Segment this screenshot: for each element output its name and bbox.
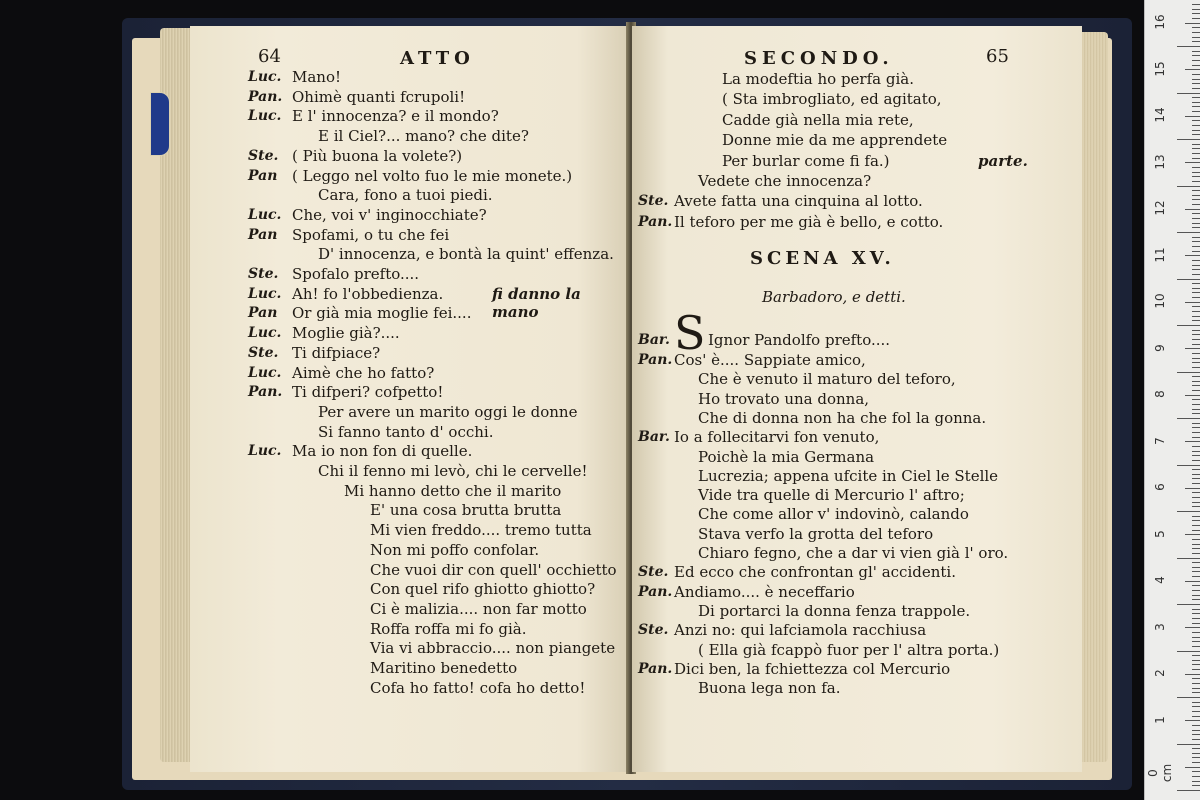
verse-line: Anzi no: qui lafciamola racchiusa (674, 621, 927, 640)
ruler-tick (1192, 339, 1200, 340)
ruler-tick (1192, 288, 1200, 289)
verse-line: Con quel rifo ghiotto ghiotto? (370, 580, 596, 599)
verse-line: Si fanno tanto d' occhi. (318, 422, 494, 441)
ruler-tick (1192, 306, 1200, 307)
ruler-tick (1177, 325, 1200, 326)
page-number-right: 65 (986, 46, 1009, 67)
ruler-tick (1192, 688, 1200, 689)
ruler-tick (1192, 404, 1200, 405)
ruler-tick (1192, 683, 1200, 684)
verse-line: Che, voi v' inginocchiate? (292, 205, 487, 224)
verse-line: Avete fatta una cinquina al lotto. (674, 192, 923, 211)
verse-line: ( Sta imbrogliato, ed agitato, (722, 90, 942, 109)
ruler-tick (1192, 88, 1200, 89)
ruler-tick (1192, 413, 1200, 414)
ruler-label: 16 (1153, 14, 1167, 30)
speaker-label: Luc. (248, 443, 282, 460)
ruler-tick (1192, 246, 1200, 247)
ruler-tick (1192, 492, 1200, 493)
ruler-tick (1177, 697, 1200, 698)
ruler-tick (1192, 153, 1200, 154)
ruler-tick (1192, 65, 1200, 66)
speaker-label: Ste. (638, 564, 669, 581)
ruler-tick (1192, 595, 1200, 596)
ruler-tick (1192, 106, 1200, 107)
ruler-tick (1192, 237, 1200, 238)
ruler-tick (1192, 548, 1200, 549)
ruler-tick (1192, 32, 1200, 33)
measurement-ruler (1144, 0, 1200, 800)
verse-line: Vide tra quelle di Mercurio l' aftro; (698, 486, 965, 505)
ruler-tick (1185, 627, 1200, 628)
verse-line: La modeftia ho perfa già. (722, 70, 914, 88)
ruler-tick (1192, 502, 1200, 503)
verse-line: Che vuoi dir con quell' occhietto (370, 560, 617, 579)
ruler-tick (1192, 37, 1200, 38)
ruler-tick (1192, 181, 1200, 182)
ruler-tick (1192, 227, 1200, 228)
verse-line: Ti difpiace? (292, 343, 381, 362)
ruler-tick (1192, 283, 1200, 284)
verse-line: Buona lega non fa. (698, 679, 841, 698)
ruler-tick (1192, 716, 1200, 717)
verse-line: Aimè che ho fatto? (292, 363, 435, 382)
ruler-tick (1192, 660, 1200, 661)
verse-line: D' innocenza, e bontà la quint' effenza. (318, 245, 614, 264)
bookmark-ribbon (150, 92, 170, 156)
ruler-label: 10 (1153, 293, 1167, 309)
ruler-tick (1192, 376, 1200, 377)
ruler-tick (1192, 292, 1200, 293)
ruler-tick (1192, 520, 1200, 521)
ruler-label: 5 (1153, 529, 1167, 538)
ruler-tick (1192, 692, 1200, 693)
ruler-label: 8 (1153, 390, 1167, 398)
ruler-tick (1192, 381, 1200, 382)
scene-title: SCENA XV. (750, 248, 895, 269)
ruler-tick (1192, 655, 1200, 656)
ruler-tick (1177, 511, 1200, 512)
stage-direction: fi danno la mano (492, 284, 581, 321)
verse-line: Di portarci la donna fenza trappole. (698, 601, 971, 620)
ruler-tick (1192, 437, 1200, 438)
ruler-label: 13 (1153, 153, 1167, 170)
speaker-label: Luc. (248, 285, 282, 302)
verse-line: ( Più buona la volete?) (292, 146, 463, 165)
scene-cast: Barbadoro, e detti. (762, 288, 906, 306)
ruler-tick (1192, 176, 1200, 177)
ruler-tick (1177, 418, 1200, 419)
ruler-tick (1192, 41, 1200, 42)
ruler-tick (1192, 730, 1200, 731)
ruler-tick (1192, 27, 1200, 28)
ruler-tick (1192, 102, 1200, 103)
verse-line: Ma io non fon di quelle. (292, 442, 473, 461)
ruler-tick (1192, 265, 1200, 266)
ruler-tick (1192, 771, 1200, 772)
verse-line: Che è venuto il maturo del teforo, (698, 370, 956, 389)
running-head-left: ATTO (400, 48, 475, 69)
speaker-label: Pan. (638, 352, 673, 368)
ruler-tick (1192, 664, 1200, 665)
stage-direction: parte. (978, 151, 1028, 170)
verse-line: Non mi poffo confolar. (370, 540, 540, 559)
speaker-label: Luc. (248, 206, 282, 223)
verse-line: Mi hanno detto che il marito (344, 481, 562, 500)
ruler-tick (1185, 69, 1200, 70)
ruler-tick (1192, 423, 1200, 424)
verse-line: Or già mia moglie fei.... (292, 304, 472, 323)
verse-line: Donne mie da me apprendete (722, 131, 948, 150)
ruler-tick (1192, 320, 1200, 321)
verse-line: Ah! fo l'obbedienza. (292, 284, 444, 303)
verse-line: Andiamo.... è neceffario (674, 582, 855, 601)
ruler-tick (1185, 581, 1200, 582)
ruler-tick (1177, 604, 1200, 605)
ruler-label: 15 (1153, 60, 1167, 77)
ruler-tick (1192, 316, 1200, 317)
ruler-label: 11 (1153, 246, 1167, 263)
verse-line: Ho trovato una donna, (698, 389, 870, 408)
verse-line: Cos' è.... Sappiate amico, (674, 351, 866, 369)
verse-line: Mi vien freddo.... tremo tutta (370, 521, 592, 540)
speaker-label: Ste. (248, 344, 279, 361)
verse-line: Ohimè quanti fcrupoli! (292, 87, 466, 106)
ruler-tick (1192, 609, 1200, 610)
ruler-tick (1192, 13, 1200, 14)
ruler-tick (1192, 762, 1200, 763)
ruler-tick (1192, 199, 1200, 200)
ruler-tick (1177, 651, 1200, 652)
speaker-label: Pan. (248, 88, 283, 105)
speaker-label: Pan (248, 305, 278, 322)
ruler-tick (1192, 204, 1200, 205)
ruler-tick (1192, 567, 1200, 568)
ruler-tick (1192, 734, 1200, 735)
ruler-tick (1192, 190, 1200, 191)
verse-line: E l' innocenza? e il mondo? (292, 107, 499, 126)
ruler-tick (1192, 702, 1200, 703)
ruler-tick (1192, 576, 1200, 577)
ruler-tick (1192, 344, 1200, 345)
verse-line: Cadde già nella mia rete, (722, 110, 914, 129)
ruler-tick (1177, 744, 1200, 745)
ruler-tick (1185, 720, 1200, 721)
ruler-tick (1192, 4, 1200, 5)
verse-line: Per burlar come fi fa.) (722, 151, 890, 170)
ruler-tick (1192, 539, 1200, 540)
verse-line: Spofami, o tu che fei (292, 225, 450, 244)
ruler-tick (1192, 669, 1200, 670)
ruler-tick (1192, 334, 1200, 335)
ruler-tick (1192, 353, 1200, 354)
speaker-label: Luc. (248, 325, 282, 342)
ruler-tick (1192, 460, 1200, 461)
verse-line: Cofa ho fatto! cofa ho detto! (370, 678, 586, 697)
ruler-tick (1185, 395, 1200, 396)
ruler-tick (1192, 125, 1200, 126)
ruler-tick (1192, 478, 1200, 479)
speaker-label: Pan. (638, 583, 673, 600)
ruler-tick (1192, 544, 1200, 545)
verse-line: E' una cosa brutta brutta (370, 501, 562, 520)
ruler-tick (1185, 116, 1200, 117)
verse-line: Chiaro fegno, che a dar vi vien già l' oro. (698, 544, 1009, 562)
ruler-tick (1192, 525, 1200, 526)
ruler-tick (1192, 785, 1200, 786)
ruler-label: 7 (1153, 436, 1167, 445)
ruler-tick (1192, 51, 1200, 52)
speaker-label: Pan. (638, 660, 673, 677)
ruler-tick (1192, 516, 1200, 517)
ruler-tick (1192, 367, 1200, 368)
ruler-tick (1177, 372, 1200, 373)
verse-line: Il teforo per me già è bello, e cotto. (674, 212, 944, 231)
ruler-tick (1192, 83, 1200, 84)
ruler-tick (1192, 330, 1200, 331)
ruler-tick (1192, 506, 1200, 507)
ruler-tick (1192, 260, 1200, 261)
ruler-tick (1192, 385, 1200, 386)
ruler-tick (1192, 469, 1200, 470)
ruler-tick (1192, 167, 1200, 168)
ruler-tick (1185, 348, 1200, 349)
verse-line: ( Ella già fcappò fuor per l' altra porta.) (698, 640, 1000, 659)
ruler-tick (1192, 60, 1200, 61)
ruler-tick (1192, 632, 1200, 633)
speaker-label: Bar. (638, 332, 670, 348)
ruler-tick (1177, 558, 1200, 559)
ruler-tick (1192, 274, 1200, 275)
ruler-tick (1185, 534, 1200, 535)
ruler-label: 3 (1153, 622, 1167, 631)
ruler-tick (1192, 753, 1200, 754)
ruler-tick (1192, 297, 1200, 298)
left-page (190, 26, 630, 772)
verse-line: Chi il fenno mi levò, chi le cervelle! (318, 462, 588, 480)
ruler-tick (1192, 483, 1200, 484)
verse-line: Roffa roffa mi fo già. (370, 619, 527, 638)
ruler-tick (1192, 251, 1200, 252)
speaker-label: Pan (248, 226, 278, 243)
ruler-tick (1192, 446, 1200, 447)
ruler-label: 14 (1153, 107, 1167, 123)
speaker-label: Pan (248, 167, 278, 184)
ruler-tick (1192, 599, 1200, 600)
verse-line: Dici ben, la fchiettezza col Mercurio (674, 659, 951, 678)
drop-cap: S (674, 306, 706, 360)
speaker-label: Ste. (638, 622, 669, 639)
ruler-tick (1192, 618, 1200, 619)
ruler-tick (1192, 585, 1200, 586)
ruler-tick (1192, 218, 1200, 219)
ruler-tick (1192, 213, 1200, 214)
ruler-tick (1192, 571, 1200, 572)
ruler-tick (1192, 562, 1200, 563)
ruler-tick (1192, 158, 1200, 159)
ruler-tick (1192, 362, 1200, 363)
speaker-label: Luc. (248, 69, 282, 85)
ruler-tick (1185, 674, 1200, 675)
ruler-tick (1192, 451, 1200, 452)
ruler-tick (1192, 646, 1200, 647)
ruler-tick (1192, 74, 1200, 75)
ruler-tick (1192, 455, 1200, 456)
ruler-tick (1192, 399, 1200, 400)
verse-line: Cara, fono a tuoi piedi. (318, 186, 493, 205)
ruler-tick (1185, 162, 1200, 163)
ruler-tick (1185, 255, 1200, 256)
verse-line: Maritino benedetto (370, 659, 518, 677)
ruler-tick (1192, 474, 1200, 475)
speaker-label: Ste. (248, 266, 279, 282)
ruler-tick (1192, 120, 1200, 121)
ruler-tick (1192, 706, 1200, 707)
ruler-tick (1192, 497, 1200, 498)
ruler-tick (1192, 144, 1200, 145)
ruler-tick (1192, 18, 1200, 19)
ruler-tick (1192, 409, 1200, 410)
ruler-tick (1177, 232, 1200, 233)
ruler-tick (1192, 97, 1200, 98)
ruler-tick (1192, 223, 1200, 224)
ruler-tick (1192, 725, 1200, 726)
ruler-tick (1192, 739, 1200, 740)
speaker-label: Ste. (248, 147, 279, 164)
page-number-left: 64 (258, 46, 281, 67)
verse-line: Spofalo prefto.... (292, 265, 420, 283)
ruler-tick (1192, 530, 1200, 531)
ruler-tick (1185, 23, 1200, 24)
ruler-tick (1185, 441, 1200, 442)
verse-line: Moglie già?.... (292, 324, 400, 343)
verse-line: ( Leggo nel volto fuo le mie monete.) (292, 166, 573, 185)
running-head-right: SECONDO. (744, 48, 894, 69)
ruler-label: 4 (1153, 576, 1167, 584)
verse-line: Ti difperi? cofpetto! (292, 383, 444, 402)
speaker-label: Pan. (248, 384, 283, 401)
ruler-tick (1192, 134, 1200, 135)
ruler-tick (1192, 130, 1200, 131)
ruler-tick (1177, 139, 1200, 140)
verse-line: Per avere un marito oggi le donne (318, 402, 578, 421)
ruler-label: 1 (1153, 715, 1167, 724)
verse-line: Ignor Pandolfo prefto.... (708, 331, 891, 349)
ruler-tick (1192, 358, 1200, 359)
ruler-tick (1192, 390, 1200, 391)
verse-line: Vedete che innocenza? (698, 172, 872, 190)
verse-line: Ci è malizia.... non far motto (370, 599, 587, 618)
ruler-tick (1192, 111, 1200, 112)
ruler-tick (1192, 590, 1200, 591)
verse-line: Lucrezia; appena ufcite in Ciel le Stelle (698, 466, 999, 485)
verse-line: Via vi abbraccio.... non piangete (370, 639, 616, 658)
ruler-tick (1177, 46, 1200, 47)
speaker-label: Bar. (638, 429, 670, 446)
verse-line: Poichè la mia Germana (698, 447, 875, 466)
ruler-tick (1192, 781, 1200, 782)
ruler-tick (1185, 302, 1200, 303)
ruler-tick (1192, 79, 1200, 80)
ruler-tick (1192, 148, 1200, 149)
ruler-label: 2 (1153, 669, 1167, 677)
ruler-label: 12 (1153, 200, 1167, 216)
ruler-tick (1192, 241, 1200, 242)
ruler-tick (1185, 767, 1200, 768)
speaker-label: Pan. (638, 213, 673, 230)
ruler-tick (1192, 9, 1200, 10)
ruler-tick (1192, 776, 1200, 777)
ruler-tick (1192, 678, 1200, 679)
ruler-tick (1192, 172, 1200, 173)
ruler-tick (1192, 427, 1200, 428)
ruler-tick (1192, 553, 1200, 554)
ruler-tick (1192, 55, 1200, 56)
verse-line: E il Ciel?... mano? che dite? (318, 127, 529, 146)
ruler-label: 6 (1153, 483, 1167, 491)
ruler-tick (1177, 790, 1200, 791)
verse-line: Io a follecitarvi fon venuto, (674, 428, 880, 447)
ruler-tick (1192, 757, 1200, 758)
ruler-tick (1192, 311, 1200, 312)
ruler-tick (1192, 195, 1200, 196)
ruler-tick (1192, 637, 1200, 638)
ruler-tick (1192, 623, 1200, 624)
ruler-tick (1192, 269, 1200, 270)
ruler-tick (1185, 209, 1200, 210)
ruler-tick (1192, 432, 1200, 433)
ruler-tick (1192, 641, 1200, 642)
ruler-label: 0 cm (1146, 763, 1174, 783)
verse-line: Che come allor v' indovinò, calando (698, 505, 969, 524)
speaker-label: Luc. (248, 364, 282, 381)
ruler-tick (1177, 186, 1200, 187)
ruler-tick (1177, 279, 1200, 280)
right-page (632, 26, 1082, 772)
ruler-label: 9 (1153, 343, 1167, 352)
verse-line: Stava verfo la grotta del teforo (698, 524, 934, 543)
verse-line: Mano! (292, 68, 342, 86)
ruler-tick (1192, 711, 1200, 712)
ruler-tick (1185, 488, 1200, 489)
verse-line: Che di donna non ha che fol la gonna. (698, 408, 987, 427)
ruler-tick (1192, 748, 1200, 749)
ruler-tick (1177, 465, 1200, 466)
ruler-tick (1177, 93, 1200, 94)
speaker-label: Ste. (638, 193, 669, 210)
ruler-tick (1192, 613, 1200, 614)
verse-line: Ed ecco che confrontan gl' accidenti. (674, 563, 956, 582)
speaker-label: Luc. (248, 108, 282, 125)
